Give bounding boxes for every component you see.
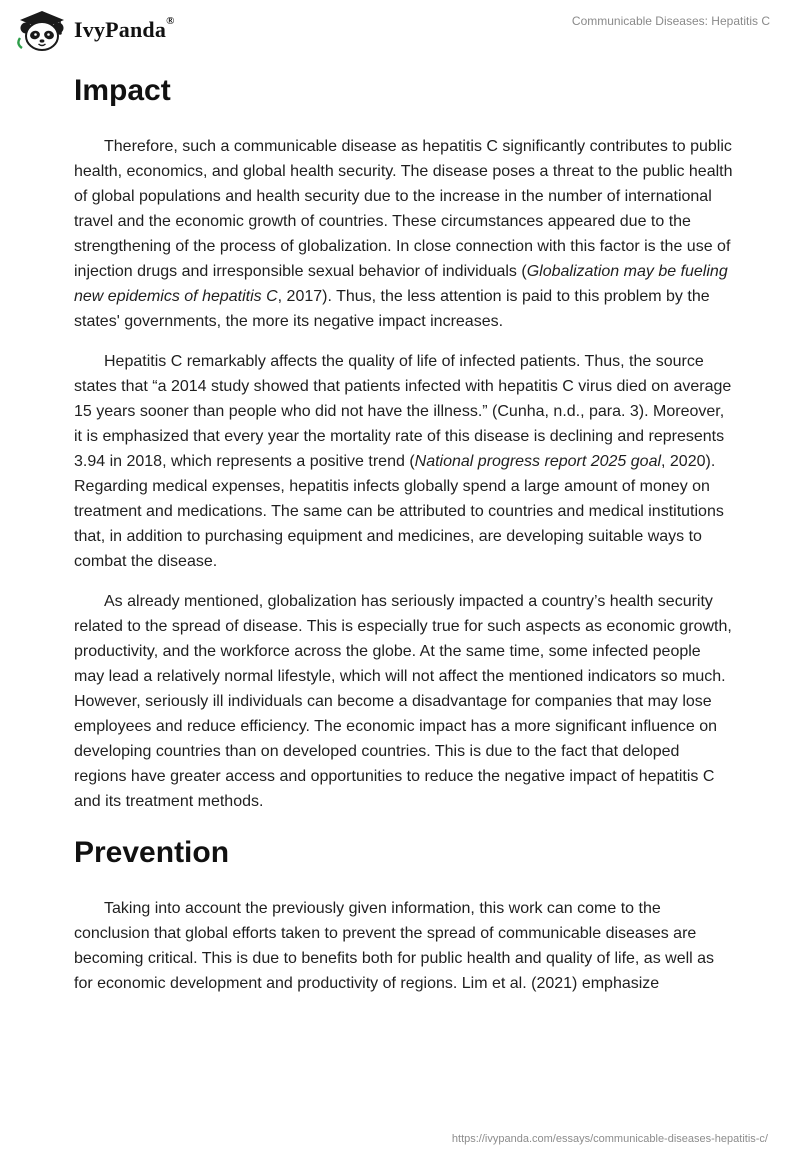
paragraph: As already mentioned, globalization has seriously impacted a country’s health security related to the spread of disease. This is especially true for such aspects as economic growth, productivity, and the workforce across the globe. At the same time, some infected people may lead a relatively normal lifestyle, which will not affect the mentioned indicators so much. However, seriously ill individuals can become a disadvantage for companies that may lose employees and reduce efficiency. The economic impact has a more significant influence on developing countries than on developed countries. This is due to the fact that deloped regions have greater access and opportunities to reduce the negative impact of hepatitis C and its treatment methods.	[74, 593, 732, 810]
paragraph: Therefore, such a communicable disease as hepatitis C significantly contributes to public health, economics, and global health security. The disease poses a threat to the public health of global populations and health security due to the increase in the number of international travel and the economic growth of countries. These circumstances appeared due to the strengthening of the process of globalization. In close connection with this factor is the use of injection drugs and irresponsible sexual behavior of individuals (Globalization may be fueling new epidemics of hepatitis C, 2017). Thus, the less attention is paid to this problem by the states' governments, the more its negative impact increases.	[74, 138, 733, 330]
brand-logo[interactable]	[14, 8, 175, 52]
essay-content	[74, 72, 734, 1011]
panda-graduate-logo-icon	[14, 8, 70, 52]
source-url-link[interactable]: https://ivypanda.com/essays/communicable-diseases-hepatitis-c/	[451, 1133, 768, 1145]
paragraph: Hepatitis C remarkably affects the quality of life of infected patients. Thus, the source states that “a 2014 study showed that patients infected with hepatitis C virus died on average 15 years sooner than people who did not have the illness.” (Cunha, n.d., para. 3). Moreover, it is emphasized that every year the mortality rate of this disease is declining and represents 3.94 in 2018, which represents a positive trend (National progress report 2025 goal, 2020). Regarding medical expenses, hepatitis infects globally spend a large amount of money on treatment and medications. The same can be attributed to countries and medical institutions that, in addition to purchasing equipment and medicines, are developing suitable ways to combat the disease.	[74, 353, 732, 570]
citation-title: National progress report 2025 goal	[414, 453, 662, 470]
brand-name: IvyPanda®	[74, 15, 175, 42]
paragraph: Taking into account the previously given information, this work can come to the conclusion that global efforts taken to prevent the spread of communicable diseases are becoming critical. This is due to benefits both for public health and quality of life, as well as for economic development and productivity of regions. Lim et al. (2021) emphasize	[74, 900, 715, 992]
section-heading-prevention: Prevention	[74, 836, 230, 869]
section-heading-impact: Impact	[74, 74, 171, 107]
citation-title: Globalization may be fueling new epidemics of hepatitis C	[74, 263, 728, 305]
page-header	[0, 0, 800, 70]
document-title: Communicable Diseases: Hepatitis C	[571, 14, 770, 28]
